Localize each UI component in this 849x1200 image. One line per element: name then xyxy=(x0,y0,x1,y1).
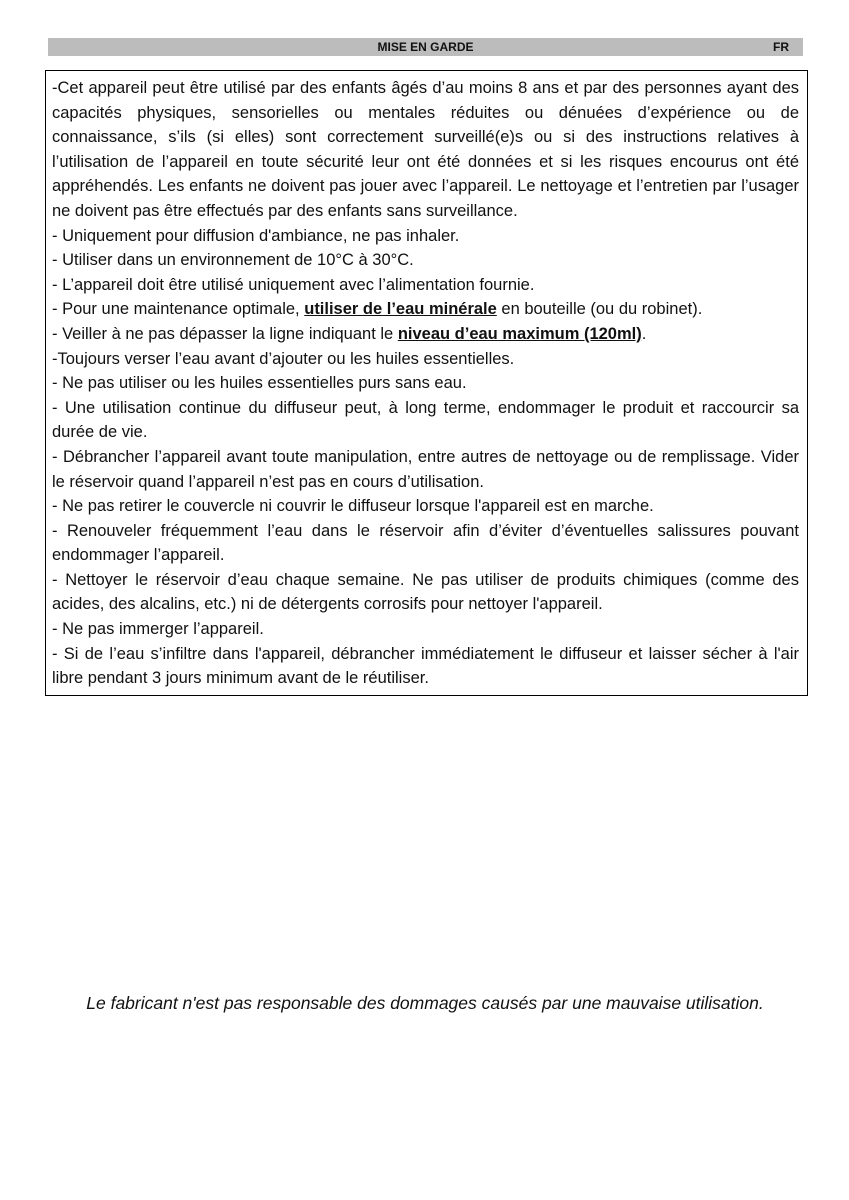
warning-item: - Ne pas utiliser ou les huiles essentielles purs sans eau. xyxy=(52,374,467,393)
warning-item: - Une utilisation continue du diffuseur peut, à long terme, endommager le produit et raccourcir sa durée de vie. xyxy=(52,398,799,442)
language-code: FR xyxy=(773,40,789,54)
warning-item xyxy=(52,322,799,347)
warning-text: - Pour une maintenance optimale, xyxy=(52,300,305,319)
warning-text: en bouteille (ou du robinet). xyxy=(496,300,703,319)
warning-text: . xyxy=(641,324,647,343)
warning-item: - Si de l’eau s’infiltre dans l'appareil, débrancher immédiatement le diffuseur et laisser sécher à l'air libre pendant 3 jours minimum avant de le réutiliser. xyxy=(52,644,799,688)
warning-intro: -Cet appareil peut être utilisé par des enfants âgés d’au moins 8 ans et par des personnes ayant des capacités physiques, sensorielles ou mentales réduites ou dénuées d’expérience ou de connaissance, s’ils (si elles) sont correctement surveillé(e)s ou si des instructions relatives à l’utilisation de l’appareil en toute sécurité leur ont été données et si les risques encourus ont été appréhendés. Les enfants ne doivent pas jouer avec l’appareil. Le nettoyage et l’entretien par l’usager ne doivent pas être effectués par des enfants sans surveillance. xyxy=(52,79,799,220)
warning-text: - Veiller à ne pas dépasser la ligne indiquant le xyxy=(52,324,398,343)
liability-disclaimer: Le fabricant n'est pas responsable des dommages causés par une mauvaise utilisation. xyxy=(86,993,764,1013)
warning-item xyxy=(52,297,799,322)
warning-item: - Renouveler fréquemment l’eau dans le réservoir afin d’éviter d’éventuelles salissures pouvant endommager l’appareil. xyxy=(52,521,799,565)
section-header-bar xyxy=(48,38,803,56)
warning-item: - Débrancher l’appareil avant toute manipulation, entre autres de nettoyage ou de remplissage. Vider le réservoir quand l’appareil n’est pas en cours d’utilisation. xyxy=(52,447,799,491)
warning-item: - Nettoyer le réservoir d’eau chaque semaine. Ne pas utiliser de produits chimiques (comme des acides, des alcalins, etc.) ni de détergents corrosifs pour nettoyer l'appareil. xyxy=(52,570,799,614)
warning-item: - Uniquement pour diffusion d'ambiance, ne pas inhaler. xyxy=(52,226,460,245)
emphasis-mineral-water: utiliser de l’eau minérale xyxy=(304,300,497,319)
warning-item: - Utiliser dans un environnement de 10°C à 30°C. xyxy=(52,251,414,270)
warning-item: - Ne pas retirer le couvercle ni couvrir le diffuseur lorsque l'appareil est en marche. xyxy=(52,497,654,516)
warning-item: - Ne pas immerger l’appareil. xyxy=(52,620,264,639)
warning-box xyxy=(45,70,808,696)
warning-item: - L’appareil doit être utilisé uniquement avec l’alimentation fournie. xyxy=(52,275,535,294)
section-title: MISE EN GARDE xyxy=(377,40,474,54)
warning-item: -Toujours verser l’eau avant d’ajouter ou les huiles essentielles. xyxy=(52,349,515,368)
emphasis-max-water-level: niveau d’eau maximum (120ml) xyxy=(397,324,642,343)
